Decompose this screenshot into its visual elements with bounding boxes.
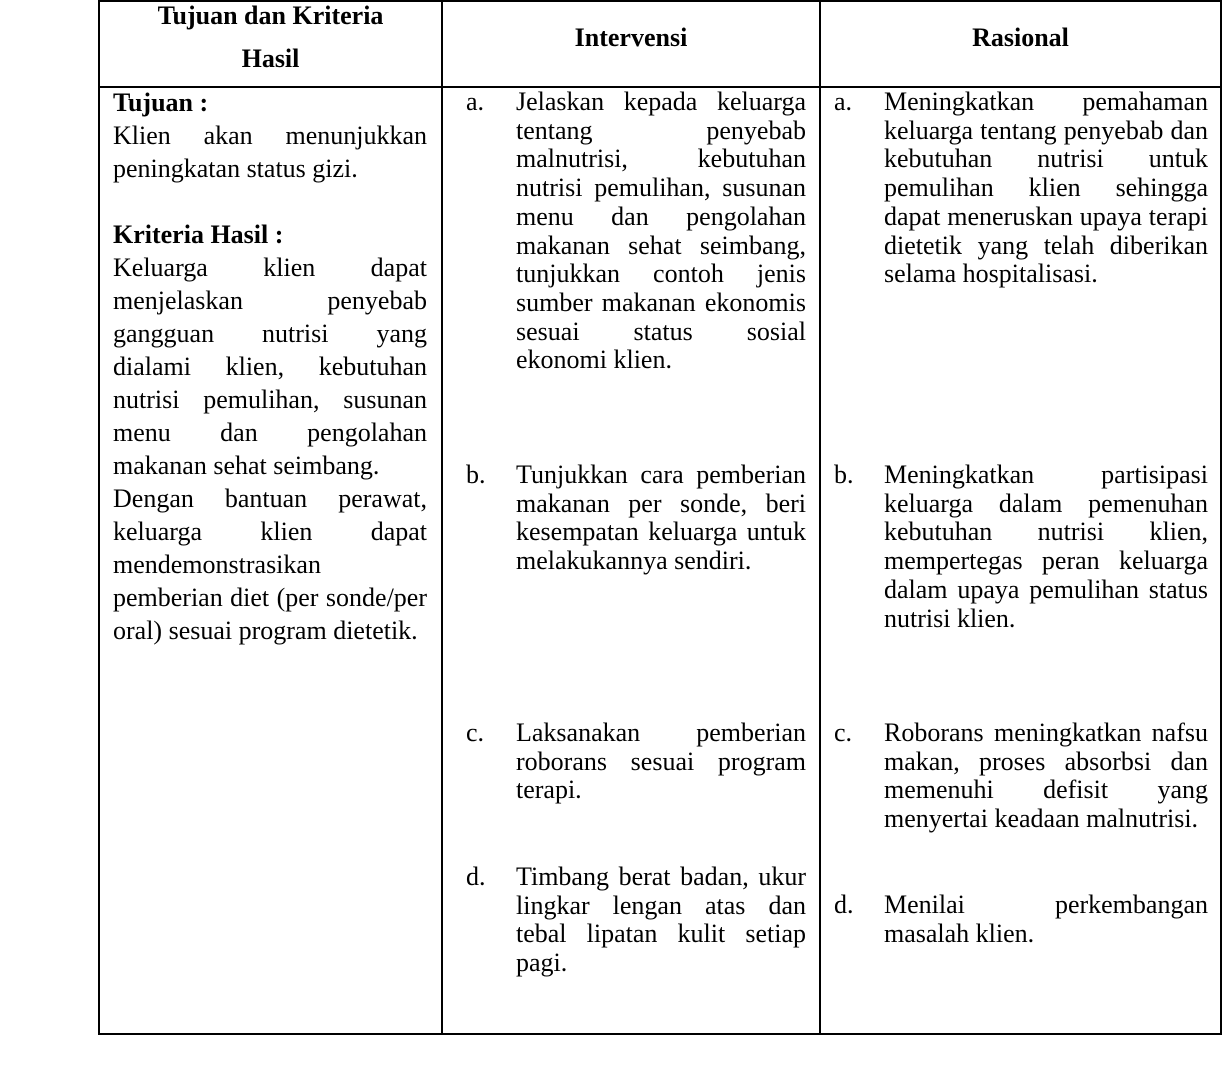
intervensi-letter-b: b. — [466, 460, 486, 489]
rasional-text-a: Meningkatkan pemahaman keluarga tentang penyebab dan kebutuhan nutrisi untuk pemulihan klien sehingga dapat meneruskan upaya terapi dietetik yang telah diberikan selama hospitalisasi. — [884, 87, 1208, 289]
table-right-border — [1220, 0, 1222, 1035]
column-divider-2 — [819, 0, 821, 1035]
rasional-letter-b: b. — [834, 460, 854, 489]
intervensi-text-b: Tunjukkan cara pemberian makanan per sonde, beri kesempatan keluarga untuk melakukannya sendiri. — [516, 460, 806, 576]
intervensi-text-a: Jelaskan kepada keluarga tentang penyebab malnutrisi, kebutuhan nutrisi pemulihan, susunan menu dan pengolahan makanan sehat seimbang, tunjukkan contoh jenis sumber makanan ekonomis sesuai status sosial ekonomi klien. — [516, 87, 806, 375]
intervensi-letter-d: d. — [466, 862, 486, 891]
header-tujuan-line1: Tujuan dan Kriteria — [157, 1, 384, 30]
header-tujuan-line2: Hasil — [241, 44, 300, 73]
rasional-text-b: Meningkatkan partisipasi keluarga dalam pemenuhan kebutuhan nutrisi klien, mempertegas peran keluarga dalam upaya pemulihan status nutrisi klien. — [884, 460, 1208, 633]
tujuan-text: Klien akan menunjukkan peningkatan status gizi. — [113, 121, 427, 183]
rasional-letter-a: a. — [834, 87, 853, 116]
header-tujuan — [100, 0, 441, 80]
tujuan-kriteria-cell — [113, 86, 427, 647]
kriteria-label: Kriteria Hasil : — [113, 220, 284, 249]
intervensi-text-c: Laksanakan pemberian roborans sesuai program terapi. — [516, 718, 806, 805]
rasional-text-d: Menilai perkembangan masalah klien. — [884, 890, 1208, 948]
intervensi-letter-c: c. — [466, 718, 485, 747]
kriteria-text-1: Keluarga klien dapat menjelaskan penyebab gangguan nutrisi yang dialami klien, kebutuhan nutrisi pemulihan, susunan menu dan pengolahan makanan sehat seimbang. — [113, 253, 427, 480]
intervensi-text-d: Timbang berat badan, ukur lingkar lengan atas dan tebal lipatan kulit setiap pagi. — [516, 862, 806, 978]
intervensi-letter-a: a. — [466, 87, 485, 116]
column-divider-1 — [441, 0, 443, 1035]
rasional-letter-d: d. — [834, 890, 854, 919]
header-intervensi: Intervensi — [574, 23, 688, 52]
table-bottom-border — [98, 1033, 1222, 1035]
rasional-letter-c: c. — [834, 718, 853, 747]
kriteria-text-2: Dengan bantuan perawat, keluarga klien dapat mendemonstrasikan pemberian diet (per sonde/per oral) sesuai program dietetik. — [113, 484, 427, 645]
header-rasional: Rasional — [972, 23, 1069, 52]
rasional-text-c: Roborans meningkatkan nafsu makan, proses absorbsi dan memenuhi defisit yang menyertai keadaan malnutrisi. — [884, 718, 1208, 834]
table-left-border — [98, 0, 100, 1035]
tujuan-label: Tujuan : — [113, 88, 209, 117]
